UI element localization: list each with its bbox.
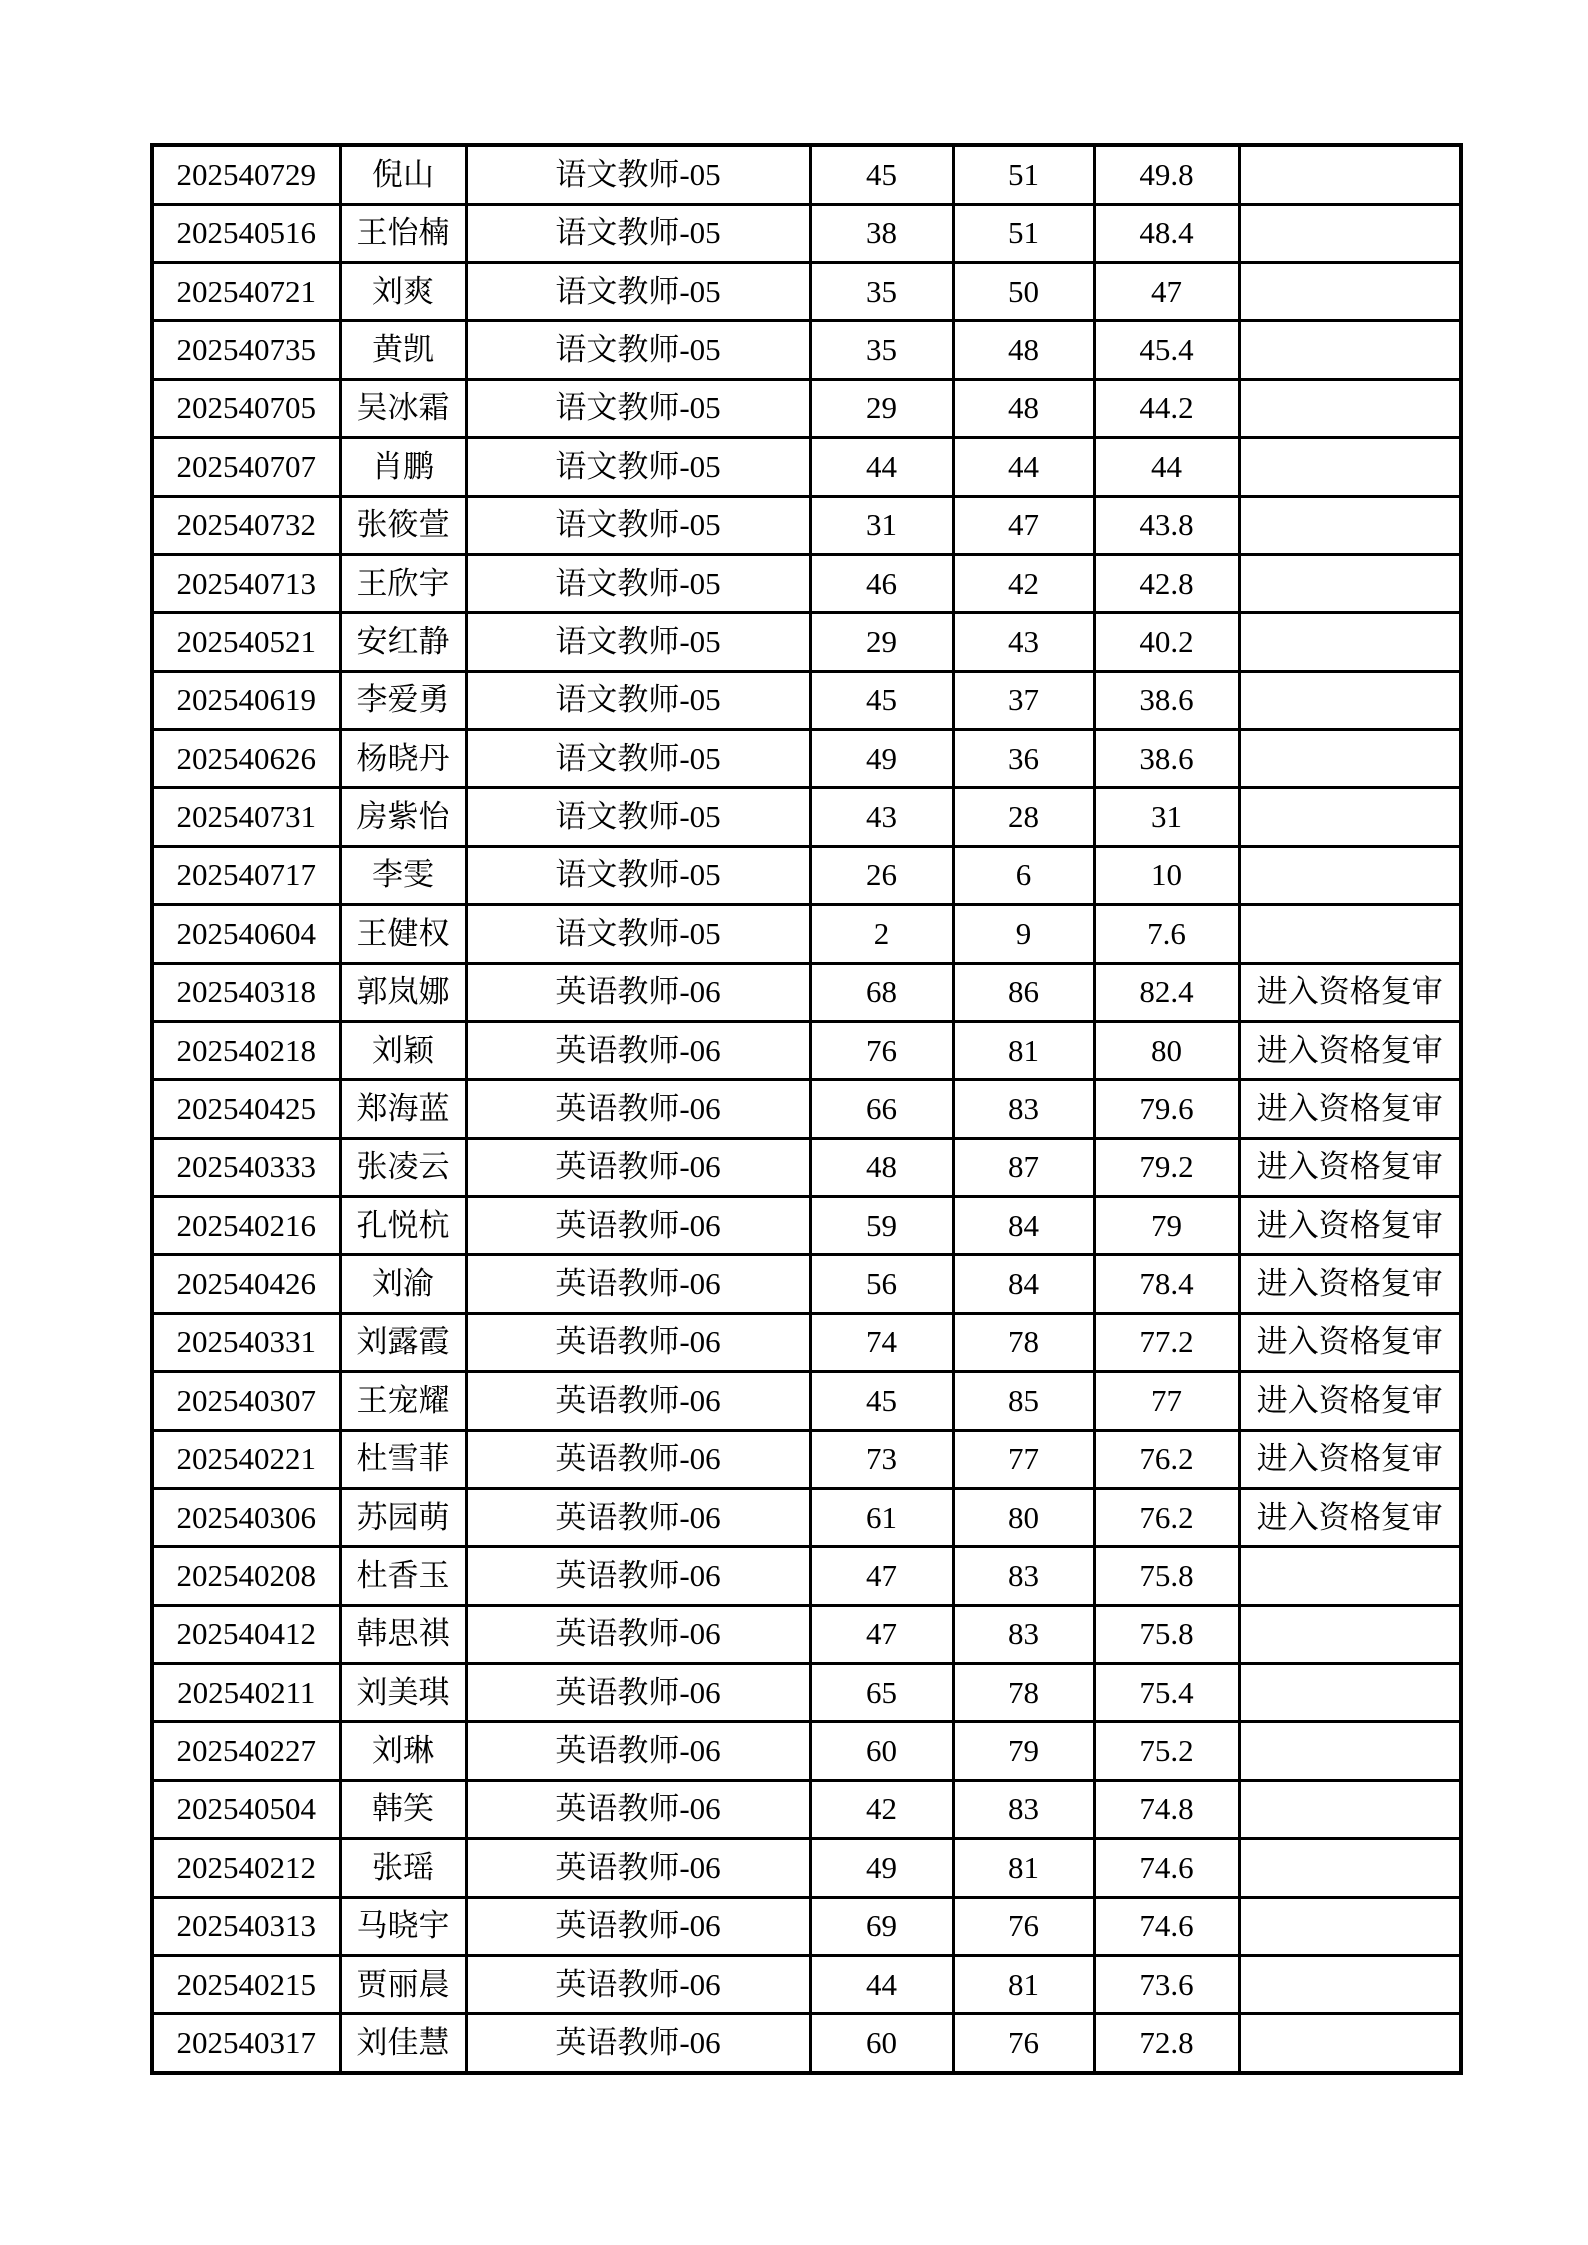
cell-total-score: 75.8 xyxy=(1094,1547,1239,1605)
table-row xyxy=(152,1664,1461,1722)
table-row xyxy=(152,438,1461,496)
cell-candidate-name: 郭岚娜 xyxy=(340,963,466,1021)
cell-exam-id: 202540735 xyxy=(152,321,340,379)
cell-exam-id: 202540227 xyxy=(152,1722,340,1780)
cell-candidate-name: 刘爽 xyxy=(340,263,466,321)
table-row xyxy=(152,1021,1461,1079)
cell-written-score: 65 xyxy=(810,1664,953,1722)
cell-position: 语文教师-05 xyxy=(466,671,810,729)
cell-interview-score: 83 xyxy=(953,1080,1094,1138)
cell-interview-score: 28 xyxy=(953,788,1094,846)
cell-candidate-name: 吴冰霜 xyxy=(340,379,466,437)
cell-total-score: 79 xyxy=(1094,1197,1239,1255)
cell-status: 进入资格复审 xyxy=(1239,1255,1461,1313)
cell-exam-id: 202540212 xyxy=(152,1839,340,1897)
cell-total-score: 74.6 xyxy=(1094,1897,1239,1955)
cell-total-score: 49.8 xyxy=(1094,145,1239,204)
cell-exam-id: 202540604 xyxy=(152,905,340,963)
table-row xyxy=(152,1080,1461,1138)
cell-written-score: 43 xyxy=(810,788,953,846)
cell-total-score: 10 xyxy=(1094,846,1239,904)
cell-status xyxy=(1239,1547,1461,1605)
cell-written-score: 44 xyxy=(810,438,953,496)
cell-position: 英语教师-06 xyxy=(466,1780,810,1838)
cell-interview-score: 76 xyxy=(953,2014,1094,2073)
cell-position: 语文教师-05 xyxy=(466,554,810,612)
cell-written-score: 29 xyxy=(810,613,953,671)
cell-candidate-name: 杜香玉 xyxy=(340,1547,466,1605)
cell-total-score: 74.6 xyxy=(1094,1839,1239,1897)
cell-total-score: 75.4 xyxy=(1094,1664,1239,1722)
cell-candidate-name: 刘露霞 xyxy=(340,1313,466,1371)
cell-exam-id: 202540425 xyxy=(152,1080,340,1138)
cell-exam-id: 202540306 xyxy=(152,1488,340,1546)
cell-position: 语文教师-05 xyxy=(466,613,810,671)
cell-exam-id: 202540216 xyxy=(152,1197,340,1255)
cell-exam-id: 202540717 xyxy=(152,846,340,904)
cell-position: 英语教师-06 xyxy=(466,1547,810,1605)
cell-written-score: 2 xyxy=(810,905,953,963)
candidate-score-table xyxy=(150,143,1463,2075)
table-row xyxy=(152,788,1461,846)
cell-total-score: 76.2 xyxy=(1094,1430,1239,1488)
cell-total-score: 38.6 xyxy=(1094,730,1239,788)
table-row xyxy=(152,730,1461,788)
cell-total-score: 75.8 xyxy=(1094,1605,1239,1663)
cell-written-score: 60 xyxy=(810,1722,953,1780)
cell-position: 英语教师-06 xyxy=(466,1605,810,1663)
cell-status xyxy=(1239,321,1461,379)
cell-total-score: 74.8 xyxy=(1094,1780,1239,1838)
table-row xyxy=(152,1605,1461,1663)
cell-total-score: 75.2 xyxy=(1094,1722,1239,1780)
cell-status: 进入资格复审 xyxy=(1239,1021,1461,1079)
table-row xyxy=(152,1313,1461,1371)
cell-interview-score: 83 xyxy=(953,1547,1094,1605)
table-row xyxy=(152,671,1461,729)
cell-total-score: 45.4 xyxy=(1094,321,1239,379)
cell-interview-score: 78 xyxy=(953,1313,1094,1371)
cell-candidate-name: 孔悦杭 xyxy=(340,1197,466,1255)
cell-position: 语文教师-05 xyxy=(466,846,810,904)
cell-total-score: 72.8 xyxy=(1094,2014,1239,2073)
cell-position: 英语教师-06 xyxy=(466,1839,810,1897)
cell-position: 英语教师-06 xyxy=(466,1430,810,1488)
cell-position: 语文教师-05 xyxy=(466,905,810,963)
cell-total-score: 44 xyxy=(1094,438,1239,496)
cell-status xyxy=(1239,1780,1461,1838)
cell-position: 英语教师-06 xyxy=(466,1255,810,1313)
cell-candidate-name: 苏园萌 xyxy=(340,1488,466,1546)
cell-exam-id: 202540707 xyxy=(152,438,340,496)
cell-total-score: 42.8 xyxy=(1094,554,1239,612)
cell-written-score: 44 xyxy=(810,1955,953,2013)
cell-interview-score: 43 xyxy=(953,613,1094,671)
cell-total-score: 31 xyxy=(1094,788,1239,846)
cell-status xyxy=(1239,1664,1461,1722)
cell-status xyxy=(1239,846,1461,904)
cell-total-score: 44.2 xyxy=(1094,379,1239,437)
cell-total-score: 77.2 xyxy=(1094,1313,1239,1371)
cell-exam-id: 202540317 xyxy=(152,2014,340,2073)
cell-interview-score: 36 xyxy=(953,730,1094,788)
cell-total-score: 80 xyxy=(1094,1021,1239,1079)
cell-written-score: 47 xyxy=(810,1605,953,1663)
cell-total-score: 79.2 xyxy=(1094,1138,1239,1196)
cell-position: 英语教师-06 xyxy=(466,1722,810,1780)
cell-position: 英语教师-06 xyxy=(466,1372,810,1430)
table-row xyxy=(152,1430,1461,1488)
cell-interview-score: 78 xyxy=(953,1664,1094,1722)
cell-interview-score: 48 xyxy=(953,379,1094,437)
cell-total-score: 40.2 xyxy=(1094,613,1239,671)
cell-written-score: 38 xyxy=(810,204,953,262)
cell-status: 进入资格复审 xyxy=(1239,1138,1461,1196)
table-row xyxy=(152,1138,1461,1196)
cell-exam-id: 202540729 xyxy=(152,145,340,204)
cell-candidate-name: 刘琳 xyxy=(340,1722,466,1780)
cell-status xyxy=(1239,438,1461,496)
cell-total-score: 43.8 xyxy=(1094,496,1239,554)
cell-exam-id: 202540521 xyxy=(152,613,340,671)
cell-exam-id: 202540626 xyxy=(152,730,340,788)
cell-interview-score: 9 xyxy=(953,905,1094,963)
cell-written-score: 69 xyxy=(810,1897,953,1955)
cell-candidate-name: 张瑶 xyxy=(340,1839,466,1897)
cell-status xyxy=(1239,263,1461,321)
cell-written-score: 59 xyxy=(810,1197,953,1255)
cell-exam-id: 202540721 xyxy=(152,263,340,321)
cell-interview-score: 44 xyxy=(953,438,1094,496)
cell-position: 语文教师-05 xyxy=(466,438,810,496)
cell-status xyxy=(1239,1722,1461,1780)
cell-written-score: 45 xyxy=(810,145,953,204)
table-row xyxy=(152,379,1461,437)
cell-interview-score: 83 xyxy=(953,1780,1094,1838)
cell-written-score: 47 xyxy=(810,1547,953,1605)
cell-candidate-name: 刘美琪 xyxy=(340,1664,466,1722)
cell-written-score: 68 xyxy=(810,963,953,1021)
cell-position: 英语教师-06 xyxy=(466,1021,810,1079)
cell-status: 进入资格复审 xyxy=(1239,1488,1461,1546)
cell-status xyxy=(1239,2014,1461,2073)
cell-candidate-name: 郑海蓝 xyxy=(340,1080,466,1138)
cell-status xyxy=(1239,204,1461,262)
cell-candidate-name: 王健权 xyxy=(340,905,466,963)
cell-interview-score: 84 xyxy=(953,1197,1094,1255)
cell-status xyxy=(1239,1955,1461,2013)
cell-candidate-name: 王欣宇 xyxy=(340,554,466,612)
cell-position: 英语教师-06 xyxy=(466,1080,810,1138)
cell-total-score: 38.6 xyxy=(1094,671,1239,729)
cell-position: 英语教师-06 xyxy=(466,1313,810,1371)
table-row xyxy=(152,1255,1461,1313)
cell-status: 进入资格复审 xyxy=(1239,1372,1461,1430)
cell-interview-score: 81 xyxy=(953,1839,1094,1897)
table-row xyxy=(152,204,1461,262)
table-row xyxy=(152,496,1461,554)
cell-interview-score: 37 xyxy=(953,671,1094,729)
cell-position: 语文教师-05 xyxy=(466,145,810,204)
cell-candidate-name: 黄凯 xyxy=(340,321,466,379)
cell-interview-score: 48 xyxy=(953,321,1094,379)
cell-position: 英语教师-06 xyxy=(466,2014,810,2073)
cell-exam-id: 202540313 xyxy=(152,1897,340,1955)
cell-interview-score: 87 xyxy=(953,1138,1094,1196)
cell-written-score: 29 xyxy=(810,379,953,437)
cell-exam-id: 202540331 xyxy=(152,1313,340,1371)
cell-position: 语文教师-05 xyxy=(466,204,810,262)
table-row xyxy=(152,1722,1461,1780)
cell-written-score: 61 xyxy=(810,1488,953,1546)
cell-status: 进入资格复审 xyxy=(1239,963,1461,1021)
cell-status xyxy=(1239,145,1461,204)
cell-exam-id: 202540218 xyxy=(152,1021,340,1079)
cell-interview-score: 83 xyxy=(953,1605,1094,1663)
table-row xyxy=(152,1897,1461,1955)
cell-status xyxy=(1239,496,1461,554)
table-row xyxy=(152,1197,1461,1255)
cell-written-score: 49 xyxy=(810,1839,953,1897)
cell-interview-score: 86 xyxy=(953,963,1094,1021)
cell-interview-score: 76 xyxy=(953,1897,1094,1955)
cell-exam-id: 202540333 xyxy=(152,1138,340,1196)
cell-interview-score: 84 xyxy=(953,1255,1094,1313)
cell-position: 语文教师-05 xyxy=(466,788,810,846)
cell-status xyxy=(1239,1605,1461,1663)
table-row xyxy=(152,1955,1461,2013)
table-row xyxy=(152,846,1461,904)
cell-candidate-name: 王怡楠 xyxy=(340,204,466,262)
cell-written-score: 49 xyxy=(810,730,953,788)
cell-exam-id: 202540215 xyxy=(152,1955,340,2013)
cell-status xyxy=(1239,1897,1461,1955)
table-row xyxy=(152,2014,1461,2073)
cell-total-score: 77 xyxy=(1094,1372,1239,1430)
table-row xyxy=(152,145,1461,204)
cell-written-score: 31 xyxy=(810,496,953,554)
cell-position: 英语教师-06 xyxy=(466,1955,810,2013)
cell-exam-id: 202540221 xyxy=(152,1430,340,1488)
cell-exam-id: 202540731 xyxy=(152,788,340,846)
cell-candidate-name: 韩思祺 xyxy=(340,1605,466,1663)
cell-total-score: 79.6 xyxy=(1094,1080,1239,1138)
cell-interview-score: 80 xyxy=(953,1488,1094,1546)
cell-written-score: 66 xyxy=(810,1080,953,1138)
cell-position: 语文教师-05 xyxy=(466,379,810,437)
cell-status xyxy=(1239,613,1461,671)
cell-interview-score: 85 xyxy=(953,1372,1094,1430)
cell-interview-score: 51 xyxy=(953,145,1094,204)
table-row xyxy=(152,321,1461,379)
table-row xyxy=(152,263,1461,321)
cell-candidate-name: 倪山 xyxy=(340,145,466,204)
table-row xyxy=(152,554,1461,612)
cell-position: 英语教师-06 xyxy=(466,1488,810,1546)
cell-position: 英语教师-06 xyxy=(466,1138,810,1196)
cell-written-score: 60 xyxy=(810,2014,953,2073)
cell-candidate-name: 李爱勇 xyxy=(340,671,466,729)
table-row xyxy=(152,1372,1461,1430)
cell-total-score: 78.4 xyxy=(1094,1255,1239,1313)
table-row xyxy=(152,1488,1461,1546)
cell-interview-score: 50 xyxy=(953,263,1094,321)
table-row xyxy=(152,1839,1461,1897)
cell-total-score: 82.4 xyxy=(1094,963,1239,1021)
cell-exam-id: 202540504 xyxy=(152,1780,340,1838)
cell-status: 进入资格复审 xyxy=(1239,1430,1461,1488)
cell-candidate-name: 张筱萱 xyxy=(340,496,466,554)
cell-status xyxy=(1239,730,1461,788)
cell-interview-score: 77 xyxy=(953,1430,1094,1488)
cell-written-score: 76 xyxy=(810,1021,953,1079)
cell-candidate-name: 杨晓丹 xyxy=(340,730,466,788)
cell-total-score: 76.2 xyxy=(1094,1488,1239,1546)
cell-total-score: 47 xyxy=(1094,263,1239,321)
cell-exam-id: 202540705 xyxy=(152,379,340,437)
cell-written-score: 48 xyxy=(810,1138,953,1196)
cell-written-score: 35 xyxy=(810,263,953,321)
cell-written-score: 74 xyxy=(810,1313,953,1371)
cell-exam-id: 202540516 xyxy=(152,204,340,262)
cell-position: 语文教师-05 xyxy=(466,496,810,554)
table-row xyxy=(152,963,1461,1021)
cell-status xyxy=(1239,905,1461,963)
cell-total-score: 48.4 xyxy=(1094,204,1239,262)
cell-interview-score: 79 xyxy=(953,1722,1094,1780)
cell-candidate-name: 肖鹏 xyxy=(340,438,466,496)
cell-interview-score: 47 xyxy=(953,496,1094,554)
cell-candidate-name: 张凌云 xyxy=(340,1138,466,1196)
cell-candidate-name: 杜雪菲 xyxy=(340,1430,466,1488)
cell-exam-id: 202540619 xyxy=(152,671,340,729)
cell-position: 英语教师-06 xyxy=(466,1664,810,1722)
cell-candidate-name: 王宠耀 xyxy=(340,1372,466,1430)
cell-position: 语文教师-05 xyxy=(466,321,810,379)
cell-exam-id: 202540211 xyxy=(152,1664,340,1722)
cell-candidate-name: 贾丽晨 xyxy=(340,1955,466,2013)
table-row xyxy=(152,1547,1461,1605)
cell-exam-id: 202540732 xyxy=(152,496,340,554)
cell-written-score: 26 xyxy=(810,846,953,904)
cell-exam-id: 202540318 xyxy=(152,963,340,1021)
cell-status xyxy=(1239,554,1461,612)
cell-candidate-name: 李雯 xyxy=(340,846,466,904)
cell-written-score: 42 xyxy=(810,1780,953,1838)
cell-candidate-name: 刘渝 xyxy=(340,1255,466,1313)
cell-status xyxy=(1239,788,1461,846)
cell-candidate-name: 韩笑 xyxy=(340,1780,466,1838)
cell-status: 进入资格复审 xyxy=(1239,1080,1461,1138)
cell-interview-score: 81 xyxy=(953,1021,1094,1079)
cell-status: 进入资格复审 xyxy=(1239,1313,1461,1371)
cell-written-score: 56 xyxy=(810,1255,953,1313)
cell-written-score: 35 xyxy=(810,321,953,379)
cell-position: 英语教师-06 xyxy=(466,963,810,1021)
cell-status xyxy=(1239,1839,1461,1897)
cell-exam-id: 202540426 xyxy=(152,1255,340,1313)
cell-status xyxy=(1239,379,1461,437)
cell-total-score: 7.6 xyxy=(1094,905,1239,963)
cell-status xyxy=(1239,671,1461,729)
cell-candidate-name: 安红静 xyxy=(340,613,466,671)
cell-interview-score: 51 xyxy=(953,204,1094,262)
table-row xyxy=(152,1780,1461,1838)
cell-candidate-name: 马晓宇 xyxy=(340,1897,466,1955)
cell-position: 语文教师-05 xyxy=(466,730,810,788)
cell-exam-id: 202540307 xyxy=(152,1372,340,1430)
cell-interview-score: 42 xyxy=(953,554,1094,612)
cell-written-score: 46 xyxy=(810,554,953,612)
cell-written-score: 45 xyxy=(810,1372,953,1430)
cell-interview-score: 81 xyxy=(953,1955,1094,2013)
table-body xyxy=(152,145,1461,2073)
cell-written-score: 45 xyxy=(810,671,953,729)
cell-total-score: 73.6 xyxy=(1094,1955,1239,2013)
cell-exam-id: 202540208 xyxy=(152,1547,340,1605)
cell-written-score: 73 xyxy=(810,1430,953,1488)
table-row xyxy=(152,905,1461,963)
cell-candidate-name: 刘佳慧 xyxy=(340,2014,466,2073)
cell-status: 进入资格复审 xyxy=(1239,1197,1461,1255)
cell-exam-id: 202540412 xyxy=(152,1605,340,1663)
cell-candidate-name: 房紫怡 xyxy=(340,788,466,846)
cell-position: 语文教师-05 xyxy=(466,263,810,321)
cell-exam-id: 202540713 xyxy=(152,554,340,612)
cell-interview-score: 6 xyxy=(953,846,1094,904)
cell-position: 英语教师-06 xyxy=(466,1897,810,1955)
table-row xyxy=(152,613,1461,671)
cell-candidate-name: 刘颖 xyxy=(340,1021,466,1079)
cell-position: 英语教师-06 xyxy=(466,1197,810,1255)
